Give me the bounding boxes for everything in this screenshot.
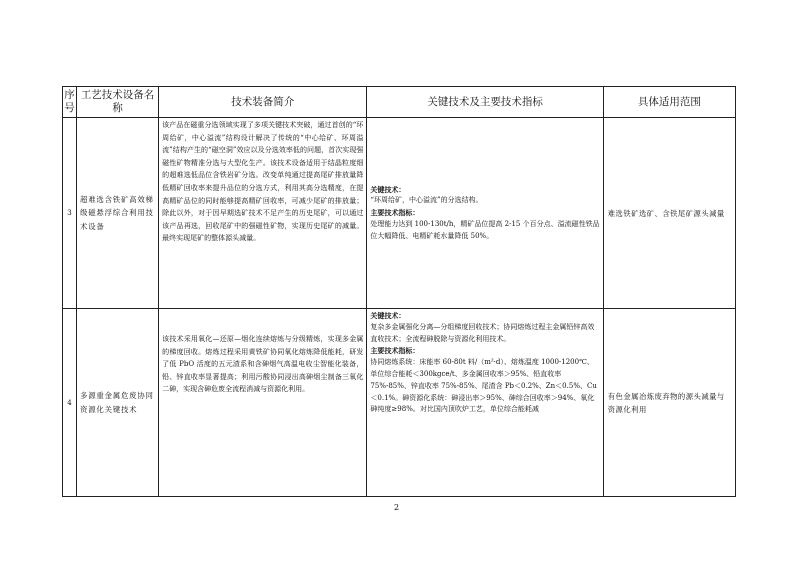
key-tech-text: 复杂多金属强化分离—分组梯度回收技术；协同熔炼过程主金属铅锌高效直收技术；全流程砷脱除与资源化利用技术。 [370, 322, 595, 343]
row-key-tech [367, 118, 603, 309]
header-intro: 技术装备简介 [159, 87, 367, 118]
table-header-row [63, 87, 736, 118]
header-key-tech: 关键技术及主要技术指标 [367, 87, 603, 118]
row-name: 超难选含铁矿高效梯级磁悬浮综合利用技术设备 [77, 118, 159, 309]
row-seq: 3 [63, 118, 77, 309]
row-key-tech [367, 309, 603, 497]
header-seq: 序号 [63, 87, 77, 118]
row-intro-text: 该产品在磁重分选领域实现了多项关键技术突破，通过首创的“环周给矿，中心溢流”结构设计解决了传统的“中心给矿、环周溢流”结构产生的“磁空洞”效应以及分选效率低的问题，首次实现强磁性矿物精准分选与大型化生产。该技术设备适用于结晶粒度细的超难选低品位含铁岩矿分选。改变单纯通过提高尾矿排放量降低精矿回收率来提升品位的分选方式，利用其高分选精度，在提高精矿品位的同时能够提高精矿回收率，可减少尾矿的排放量；除此以外，对于因早期选矿技术不足产生的历史尾矿，可以通过该产品再选，回收尾矿中的强磁性矿物，实现历史尾矿的减量。最终实现尾矿的整体源头减量。 [162, 121, 364, 243]
main-indicators-text: 协同熔炼系统：床能率 60-80t 料/（m²·d）、熔炼温度 1000-1200℃、单位综合能耗＜300kgce/t、多金属回收率＞95%、铅直收率 75%-85%、锌直收率 75%-85%、尾渣含 Pb＜0.2%、Zn＜0.5%、Cu＜0.1%。砷资源化系统：砷浸出率＞95%、砷综合回收率＞94%、氧化砷纯度≥98%。对比国内顶吹炉工艺，单位综合能耗减 [370, 358, 597, 414]
key-tech-label: 关键技术： [370, 311, 406, 320]
row-scope: 有色金属冶炼废弃物的源头减量与资源化利用 [603, 309, 735, 497]
main-indicators-label: 主要技术指标： [370, 208, 420, 218]
row-intro [159, 118, 367, 309]
document-table-container [62, 86, 736, 497]
key-tech-text: “环周给矿，中心溢流”的分选结构。 [370, 196, 483, 205]
page-number: 2 [393, 503, 400, 512]
row-scope: 难选铁矿选矿、含铁尾矿源头减量 [603, 118, 735, 309]
row-intro-text: 该技术采用氧化—还原—烟化连续熔炼与分级精炼，实现多金属的梯度回收。熔炼过程采用黄铁矿协同氧化熔炼降低能耗，研发了低 PbO 活度的五元渣系和含砷烟气高温电收尘智能化装备，铅、锌直收率显著提高；利用污酸协同浸出高砷烟尘制备三氧化二砷，实现含砷危废全流程消减与资源化利用。 [162, 335, 364, 394]
row-seq: 4 [63, 309, 77, 497]
row-intro [159, 309, 367, 497]
row-name: 多源重金属危废协同资源化关键技术 [77, 309, 159, 497]
header-name: 工艺技术设备名称 [77, 87, 159, 118]
key-tech-label: 关键技术： [370, 184, 406, 194]
main-indicators-label: 主要技术指标： [370, 346, 420, 356]
header-scope: 具体适用范围 [603, 87, 735, 118]
table-row [63, 309, 736, 497]
main-indicators-text: 处理能力达到 100-130t/h，精矿品位提高 2-15 个百分点、溢流磁性铁品位大幅降低、电精矿耗水量降低 50%。 [370, 219, 600, 240]
table-row [63, 118, 736, 309]
technology-table [62, 86, 736, 497]
